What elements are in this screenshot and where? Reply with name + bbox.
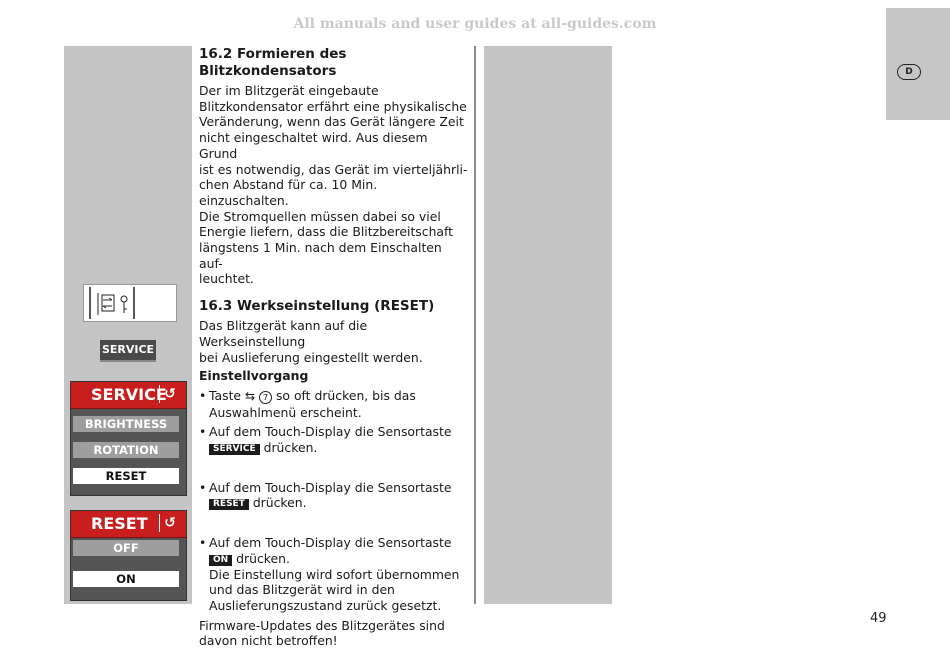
body-line: Die Stromquellen müssen dabei so viel: [199, 208, 441, 224]
step-1-prefix: Taste: [209, 387, 242, 403]
reset-chip: RESET: [209, 499, 249, 510]
body-line: Der im Blitzgerät eingebaute: [199, 83, 379, 98]
menu-option-off: OFF: [73, 540, 179, 556]
device-button-illustration: [83, 284, 177, 322]
step-1-suffix: so oft drücken, bis das: [275, 387, 416, 403]
section-16-3-heading: 16.3 Werkseinstellung (RESET): [199, 298, 435, 315]
section-16-2-body: [199, 83, 469, 287]
reset-menu-illustration: [70, 510, 187, 601]
body-line: ist es notwendig, das Gerät im vierteljährli-: [199, 161, 468, 177]
body-line: Blitzkondensator erfährt eine physikalische: [199, 98, 467, 114]
menu-option-on: ON: [73, 571, 179, 587]
reset-menu-header: [71, 511, 186, 538]
subheading-einstellvorgang: Einstellvorgang: [199, 368, 309, 384]
step-4-line1: Auf dem Touch-Display die Sensortaste: [209, 535, 452, 551]
language-badge: D: [897, 64, 921, 80]
menu-option-rotation: ROTATION: [73, 442, 179, 458]
step-2-line1: Auf dem Touch-Display die Sensortaste: [209, 424, 452, 440]
mode-arrow-icon: ⇆: [245, 388, 256, 403]
body-line: Veränderung, wenn das Gerät längere Zeit: [199, 114, 464, 130]
back-icon: ↺: [159, 514, 180, 532]
body-line: bei Auslieferung eingestellt werden.: [199, 349, 423, 365]
step-4-after: drücken.: [236, 550, 290, 566]
body-line: Das Blitzgerät kann auf die Werkseinstellung: [199, 318, 368, 349]
step-4-extra: Die Einstellung wird sofort übernommen: [209, 566, 460, 582]
service-menu-title: SERVICE: [91, 385, 167, 404]
bullet-dot: •: [199, 479, 207, 495]
key-number-badge: 7: [259, 391, 272, 404]
step-2-after: drücken.: [263, 440, 318, 456]
mode-key-icon: [84, 285, 176, 321]
reset-menu-title: RESET: [91, 514, 148, 533]
step-3: [199, 480, 469, 511]
bullet-dot: •: [199, 535, 207, 551]
step-1: [199, 388, 469, 420]
body-line: Energie liefern, dass die Blitzbereitschaft: [199, 224, 454, 240]
step-4-extra: und das Blitzgerät wird in den: [209, 582, 395, 598]
service-chip: SERVICE: [209, 444, 260, 455]
step-4: [199, 535, 469, 614]
step-3-line1: Auf dem Touch-Display die Sensortaste: [209, 479, 452, 495]
footer-note-line: Firmware-Updates des Blitzgerätes sind: [199, 617, 445, 633]
section-16-2-heading: 16.2 Formieren des Blitzkondensators: [199, 46, 347, 79]
text-column: [199, 46, 469, 649]
body-line: chen Abstand für ca. 10 Min. einzuschalten.: [199, 177, 378, 208]
column-divider: [474, 46, 476, 604]
step-3-after: drücken.: [252, 495, 307, 511]
service-button-illustration: SERVICE: [100, 340, 156, 362]
footer-note-line: davon nicht betroffen!: [199, 633, 338, 649]
language-tab: [886, 8, 950, 120]
service-menu-header: [71, 382, 186, 409]
menu-option-reset: RESET: [73, 468, 179, 484]
step-4-extra: Auslieferungszustand zurück gesetzt.: [209, 597, 442, 613]
right-blank-panel: [484, 46, 612, 604]
watermark: All manuals and user guides at all-guides.com: [293, 16, 657, 32]
bullet-dot: •: [199, 387, 207, 403]
body-line: längstens 1 Min. nach dem Einschalten auf-: [199, 240, 442, 271]
bullet-dot: •: [199, 424, 207, 440]
body-line: leuchtet.: [199, 271, 254, 287]
step-2: [199, 424, 469, 455]
back-icon: ↺: [159, 385, 180, 403]
menu-option-brightness: BRIGHTNESS: [73, 416, 179, 432]
body-line: nicht eingeschaltet wird. Aus diesem Grund: [199, 130, 428, 161]
on-chip: ON: [209, 555, 232, 566]
step-1-line2: Auswahlmenü erscheint.: [209, 404, 362, 420]
service-menu-illustration: [70, 381, 187, 496]
page-number: 49: [870, 611, 887, 626]
